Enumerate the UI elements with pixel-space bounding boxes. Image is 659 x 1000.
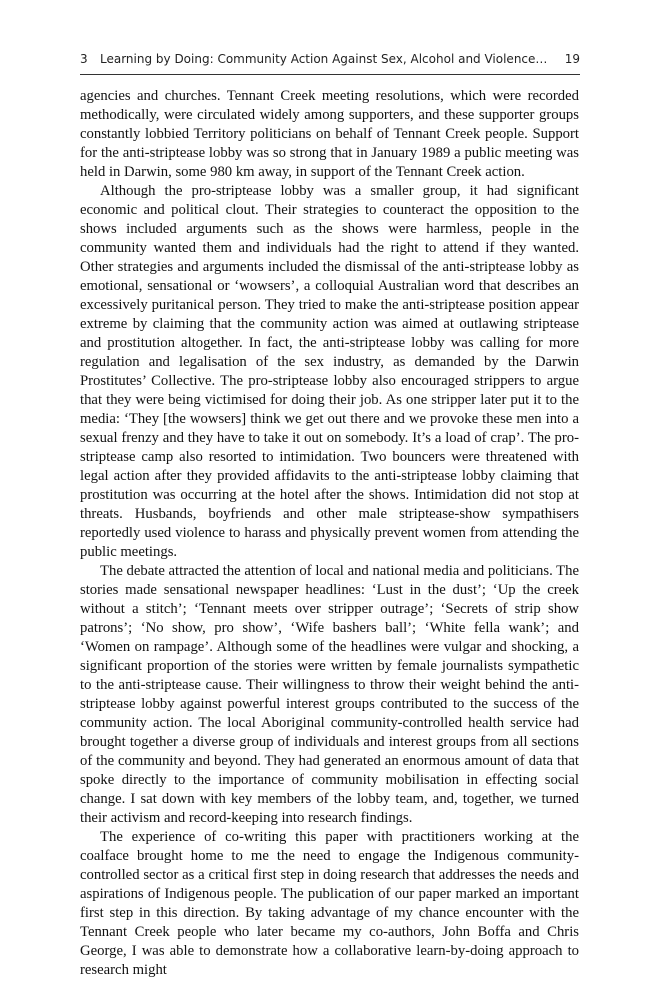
paragraph: agencies and churches. Tennant Creek meeting resolutions, which were recorded methodically, were circulated widely among supporters, and these supporter groups constantly lobbied Territory politicians on behalf of Tennant Creek people. Support for the anti-striptease lobby was so strong that in January 1989 a public meeting was held in Darwin, some 980 km away, in support of the Tennant Creek action. xyxy=(80,88,579,180)
page-number: 19 xyxy=(564,52,580,66)
chapter-title: Learning by Doing: Community Action Against Sex, Alcohol and Violence… xyxy=(100,52,548,66)
paragraph: The debate attracted the attention of local and national media and politicians. The stories made sensational newspaper headlines: ‘Lust in the dust’; ‘Up the creek without a stitch’; ‘Tennant meets over stripper outrage’; ‘Secrets of strip show patrons’; ‘No show, pro show’, ‘Wife bashers ball’; ‘White fella wank’; and ‘Women on rampage’. Although some of the headlines were vulgar and shocking, a significant proportion of the stories were written by female journalists sympathetic to the anti-striptease cause. Their willingness to throw their weight behind the anti-striptease lobby against powerful interest groups contributed to the success of the community action. The local Aboriginal community-controlled health service had brought together a diverse group of individuals and interest groups from all sections of the community and beyond. They had generated an enormous amount of data that spoke directly to the importance of community mobilisation in effecting social change. I sat down with key members of the lobby team, and, together, we turned their activism and record-keeping into research findings. xyxy=(80,563,579,826)
header-rule xyxy=(80,74,580,75)
running-header xyxy=(80,52,580,70)
body-text xyxy=(80,87,579,980)
paragraph: Although the pro-striptease lobby was a smaller group, it had significant economic and political clout. Their strategies to counteract the opposition to the shows included arguments such as the shows were harmless, people in the community wanted them and individuals had the right to attend if they wanted. Other strategies and arguments included the dismissal of the anti-striptease lobby as emotional, sensational or ‘wowsers’, a colloquial Australian word that describes an excessively puritanical person. They tried to make the anti-striptease position appear extreme by claiming that the community action was aimed at outlawing striptease and prostitution altogether. In fact, the anti-striptease lobby was calling for more regulation and legalisation of the sex industry, as demanded by the Darwin Prostitutes’ Collective. The pro-striptease lobby also encouraged strippers to argue that they were being victimised for doing their job. As one stripper later put it to the media: ‘They [the wowsers] think we get out there and we provoke these men into a sexual frenzy and they have to take it out on somebody. It’s a load of crap’. The pro-striptease camp also resorted to intimidation. Two bouncers were threatened with legal action after they provided affidavits to the anti-striptease lobby claiming that prostitution was occurring at the hotel after the shows. Intimidation did not stop at threats. Husbands, boyfriends and other male striptease-show sympathisers reportedly used violence to harass and physically prevent women from attending the public meetings. xyxy=(80,183,579,560)
chapter-number: 3 xyxy=(80,52,88,66)
paragraph: The experience of co-writing this paper with practitioners working at the coalface brought home to me the need to engage the Indigenous community-controlled sector as a critical first step in doing research that addresses the needs and aspirations of Indigenous people. The publication of our paper marked an important first step in this direction. By taking advantage of my chance encounter with the Tennant Creek people who later became my co-authors, John Boffa and Chris George, I was able to demonstrate how a collaborative learn-by-doing approach to research might xyxy=(80,829,579,978)
